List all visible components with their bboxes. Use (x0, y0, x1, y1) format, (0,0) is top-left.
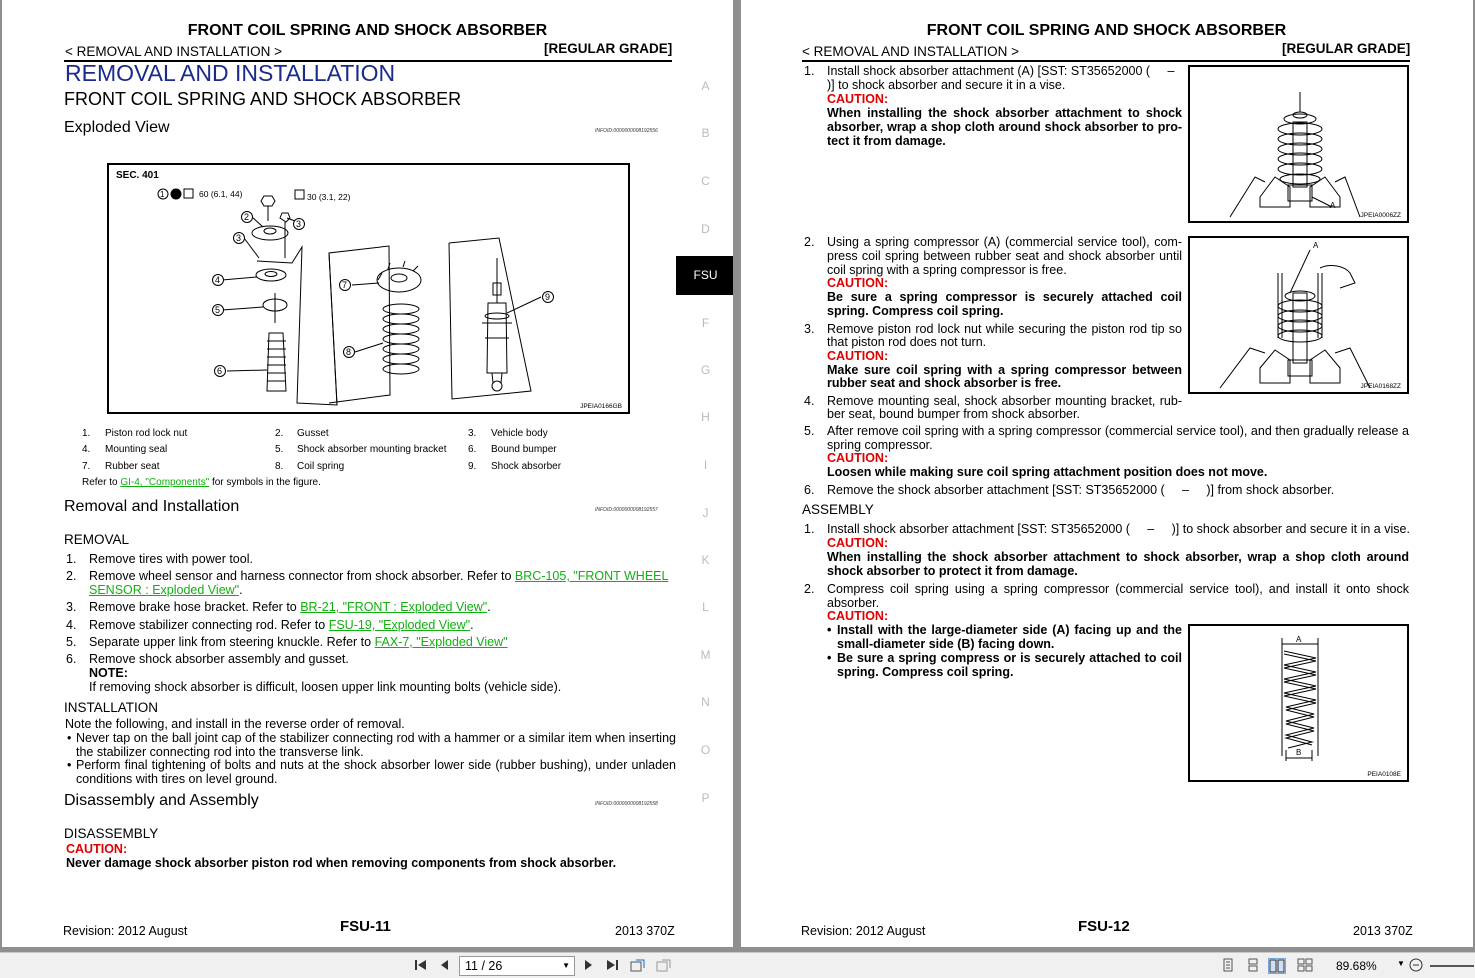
continuous-facing-icon (1297, 958, 1313, 972)
step-text-part: Remove brake hose bracket. Refer to (89, 600, 301, 614)
tab-p[interactable]: P (701, 791, 710, 805)
gi-4-components-link[interactable]: GI-4, "Components" (120, 477, 210, 488)
step-1-caution-3: tect it from damage. (827, 134, 946, 148)
step-4-line-2: ber seat, bound bumper from shock absorber. (827, 407, 1080, 421)
continuous-view-button[interactable] (1244, 958, 1262, 974)
step-text: Remove shock absorber assembly and gusset. (89, 652, 349, 666)
header-grade: [REGULAR GRADE] (544, 41, 673, 56)
install-bullet-2: Perform final tightening of bolts and nuts at the shock absorber lower side (rubber bushing), under unladen (76, 758, 676, 772)
step-text-part: Remove wheel sensor and harness connector from shock absorber. Refer to (89, 569, 515, 583)
zoom-out-icon (1409, 958, 1423, 972)
footer-page-code: FSU-11 (340, 918, 391, 935)
svg-text:3: 3 (296, 219, 302, 229)
step-5-line-2: spring compressor. (827, 438, 933, 452)
legend-num: 2. (275, 428, 284, 439)
label-b: B (1296, 748, 1302, 757)
step-1-caution-1: When installing the shock absorber attachment to shock (827, 106, 1182, 120)
step-text-cont (89, 583, 243, 597)
viewer-toolbar (0, 952, 1475, 978)
legend-item: Shock absorber mounting bracket (297, 444, 447, 455)
step-text (89, 618, 474, 632)
caution-label: CAUTION: (827, 609, 889, 623)
note-label: NOTE: (89, 666, 128, 680)
step-text-part: Remove stabilizer connecting rod. Refer to (89, 618, 329, 632)
zoom-dropdown-icon[interactable]: ▼ (1397, 959, 1405, 968)
legend-num: 1. (82, 428, 91, 439)
step-text (89, 600, 491, 614)
zoom-slider[interactable] (1430, 965, 1474, 967)
step-num: 4. (804, 394, 815, 408)
step-4-line-1: Remove mounting seal, shock absorber mounting bracket, rub- (827, 394, 1182, 408)
footer-model: 2013 370Z (615, 924, 675, 938)
svg-text:7: 7 (342, 280, 348, 290)
facing-page-icon (1269, 959, 1285, 973)
header-section: < REMOVAL AND INSTALLATION > (65, 44, 283, 59)
page-fsu-12 (741, 0, 1473, 947)
svg-text:2: 2 (244, 212, 250, 222)
step-text (89, 569, 674, 583)
continuous-facing-view-button[interactable] (1296, 958, 1314, 974)
page-number-value: 11 / 26 (465, 959, 503, 973)
step-3-line-2: that piston rod does not turn. (827, 335, 987, 349)
disassembly-heading: DISASSEMBLY (64, 826, 159, 841)
legend-item: Mounting seal (105, 444, 168, 455)
step-num: 4. (66, 618, 77, 632)
previous-page-button[interactable] (436, 958, 454, 974)
exploded-view-figure (107, 163, 630, 414)
step-num: 2. (804, 582, 815, 596)
exploded-view-drawing (107, 163, 630, 414)
note-text: If removing shock absorber is difficult, loosen upper link mounting bolts (vehicle side). (89, 680, 562, 694)
previous-page-icon (438, 958, 452, 972)
go-back-view-button[interactable] (629, 958, 647, 974)
assembly-bullet-2: Be sure a spring compress or is securely attached to coil (837, 651, 1182, 665)
assembly-step-1: Install shock absorber attachment [SST: ST35652000 ( – )] to shock absorber and secure it in a vise. (827, 522, 1410, 536)
figure-id: JPEIA0168ZZ (1360, 383, 1401, 390)
legend-item: Rubber seat (105, 461, 160, 472)
header-section: < REMOVAL AND INSTALLATION > (802, 44, 1020, 59)
caution-label: CAUTION: (66, 842, 128, 856)
step-3-caution-2: rubber seat and shock absorber is free. (827, 376, 1062, 390)
footer-page-code: FSU-12 (1078, 918, 1130, 935)
assembly-step-1-caution-1: When installing the shock absorber attachment to shock absorber, wrap a shop cloth around (827, 550, 1409, 564)
info-id: INFOID:0000000008192558 (595, 801, 658, 807)
legend-reference (82, 477, 321, 488)
exploded-view-heading: Exploded View (64, 119, 170, 136)
step-2-caution-2: spring. Compress coil spring. (827, 304, 1004, 318)
tab-fsu[interactable]: FSU (676, 256, 733, 295)
disassembly-caution: Never damage shock absorber piston rod when removing components from shock absorber. (66, 856, 617, 870)
svg-text:3: 3 (236, 233, 242, 243)
install-bullet-1: Never tap on the ball joint cap of the stabilizer connecting rod with a hammer or a similar item when inserting (76, 731, 676, 745)
footer-revision: Revision: 2012 August (63, 924, 188, 938)
removal-installation-heading: Removal and Installation (64, 498, 240, 515)
step-num: 5. (804, 424, 815, 438)
step-num: 1. (804, 64, 815, 78)
step-5-line-1: After remove coil spring with a spring compressor (commercial service tool), and then gradually release a (827, 424, 1409, 438)
refer-text: Refer to (82, 477, 121, 488)
installation-text (65, 717, 676, 786)
main-heading: REMOVAL AND INSTALLATION (65, 60, 396, 86)
header-rule (802, 60, 1410, 62)
step-num: 6. (804, 483, 815, 497)
bullet: • (827, 623, 832, 637)
step-3-caution-1: Make sure coil spring with a spring compressor between (827, 363, 1182, 377)
zoom-out-button[interactable] (1407, 958, 1425, 974)
caution-label: CAUTION: (827, 536, 889, 550)
svg-text:A: A (1313, 241, 1319, 250)
zoom-level[interactable]: 89.68% (1336, 959, 1377, 973)
step-num: 3. (66, 600, 77, 614)
install-bullet-1-cont: the stabilizer connecting rod into the transverse link. (76, 745, 364, 759)
page-fsu-11 (2, 0, 733, 947)
label-a: A (1296, 635, 1302, 644)
step-1-line-2: )] to shock absorber and secure it in a vise. (827, 78, 1066, 92)
tab-g[interactable]: G (700, 363, 711, 377)
br-21-link[interactable]: BR-21, "FRONT : Exploded View" (300, 600, 488, 614)
facing-view-button[interactable] (1268, 958, 1286, 974)
step-1-line-1: Install shock absorber attachment (A) [SST: ST35652000 ( – (827, 64, 1175, 78)
figure-spring-compressor (1188, 236, 1409, 394)
header-grade: [REGULAR GRADE] (1282, 41, 1411, 56)
last-page-icon (605, 958, 619, 972)
single-page-view-button[interactable] (1219, 958, 1237, 974)
svg-text:1: 1 (160, 190, 165, 199)
assembly-bullet-1: Install with the large-diameter side (A) facing up and the (837, 623, 1182, 637)
step-num: 6. (66, 652, 77, 666)
step-2-line-2: press coil spring between rubber seat and shock absorber until (827, 249, 1182, 263)
assembly-bullet-1-cont: small-diameter side (B) facing down. (837, 637, 1055, 651)
legend-item: Shock absorber (491, 461, 562, 472)
figure-id: PEIA0108E (1367, 771, 1401, 778)
go-back-view-icon (630, 958, 646, 972)
step-num: 1. (804, 522, 815, 536)
svg-text:5: 5 (215, 305, 221, 315)
svg-text:8: 8 (346, 347, 352, 357)
step-text (89, 635, 508, 649)
vise-drawing (1190, 67, 1407, 221)
sub-heading: FRONT COIL SPRING AND SHOCK ABSORBER (64, 89, 462, 109)
tab-c[interactable]: C (701, 174, 710, 188)
tab-i[interactable]: I (703, 458, 708, 472)
continuous-page-icon (1246, 958, 1260, 972)
tab-f[interactable]: F (701, 316, 710, 330)
step-2-caution-1: Be sure a spring compressor is securely attached coil (827, 290, 1182, 304)
step-text-part: . (470, 618, 474, 632)
tab-j[interactable]: J (702, 506, 709, 520)
first-page-button[interactable] (412, 958, 430, 974)
assembly-step-1-caution-2: shock absorber to protect it from damage. (827, 564, 1078, 578)
legend-item: Coil spring (297, 461, 345, 472)
svg-text:A: A (1330, 201, 1336, 210)
go-forward-view-icon (656, 958, 672, 972)
first-page-icon (414, 958, 428, 972)
torque-spec-1: 60 (6.1, 44) (199, 189, 243, 199)
legend-item: Gusset (297, 428, 329, 439)
tab-m[interactable]: M (700, 648, 711, 662)
tab-b[interactable]: B (701, 126, 710, 140)
svg-text:4: 4 (215, 275, 221, 285)
footer-revision: Revision: 2012 August (801, 924, 926, 938)
step-num: 2. (66, 569, 77, 583)
next-page-icon (581, 958, 595, 972)
disassembly-assembly-heading: Disassembly and Assembly (64, 792, 259, 809)
brc-105-link[interactable]: BRC-105, "FRONT WHEEL (514, 569, 669, 583)
legend-num: 5. (275, 444, 284, 455)
tab-h[interactable]: H (701, 410, 710, 424)
step-num: 1. (66, 552, 77, 566)
step-6-text: Remove the shock absorber attachment [SST: ST35652000 ( – )] from shock absorber. (827, 483, 1335, 497)
figure-id: JPEIA0166GB (580, 403, 622, 410)
caution-label: CAUTION: (827, 349, 889, 363)
caution-label: CAUTION: (827, 92, 889, 106)
caution-label: CAUTION: (827, 276, 889, 290)
bullet: • (67, 731, 72, 745)
caution-label: CAUTION: (827, 451, 889, 465)
step-num: 3. (804, 322, 815, 336)
refer-text: for symbols in the figure. (209, 477, 321, 488)
tab-n[interactable]: N (701, 695, 710, 709)
step-text-part: . (239, 583, 243, 597)
assembly-step-2-line-2: absorber. (827, 596, 880, 610)
next-page-button[interactable] (579, 958, 597, 974)
footer-model: 2013 370Z (1353, 924, 1413, 938)
figure-section-label: SEC. 401 (116, 170, 159, 181)
legend-num: 4. (82, 444, 91, 455)
step-text-part: . (487, 600, 491, 614)
step-num: 5. (66, 635, 77, 649)
info-id: INFOID:0000000008192556 (595, 128, 658, 134)
compressor-drawing (1190, 238, 1407, 392)
bullet: • (67, 758, 72, 772)
step-5-caution: Loosen while making sure coil spring attachment position does not move. (827, 465, 1268, 479)
legend-num: 7. (82, 461, 91, 472)
svg-text:9: 9 (545, 292, 551, 302)
step-text-part: Separate upper link from steering knuckle. Refer to (89, 635, 375, 649)
assembly-heading: ASSEMBLY (802, 502, 874, 517)
figure-spring-orientation (1188, 624, 1409, 782)
legend-num: 8. (275, 461, 284, 472)
legend-num: 9. (468, 461, 477, 472)
fsu-19-link[interactable]: FSU-19, "Exploded View" (328, 618, 471, 632)
tab-k[interactable]: K (701, 553, 710, 567)
legend-item: Bound bumper (491, 444, 557, 455)
last-page-button[interactable] (603, 958, 621, 974)
step-1-caution-2: absorber, wrap a shop cloth around shock absorber to pro- (827, 120, 1182, 134)
header-title: FRONT COIL SPRING AND SHOCK ABSORBER (926, 22, 1287, 39)
fax-7-link[interactable]: FAX-7, "Exploded View" (374, 635, 508, 649)
page-number-field[interactable] (459, 956, 575, 976)
legend-num: 6. (468, 444, 477, 455)
legend-item: Piston rod lock nut (105, 428, 188, 439)
tab-d[interactable]: D (701, 222, 710, 236)
legend-num: 3. (468, 428, 477, 439)
installation-heading: INSTALLATION (64, 700, 159, 715)
page-dropdown-icon[interactable]: ▼ (562, 961, 570, 970)
step-num: 2. (804, 235, 815, 249)
tab-l[interactable]: L (702, 600, 709, 614)
step-3-line-1: Remove piston rod lock nut while securing the piston rod tip so (827, 322, 1182, 336)
assembly-bullet-2-cont: spring. Compress coil spring. (837, 665, 1014, 679)
figure-attachment-vise (1188, 65, 1409, 223)
bullet: • (827, 651, 832, 665)
step-text: Remove tires with power tool. (89, 552, 253, 566)
brc-105-link-cont[interactable]: SENSOR : Exploded View" (89, 583, 240, 597)
header-title: FRONT COIL SPRING AND SHOCK ABSORBER (187, 22, 548, 39)
single-page-icon (1221, 958, 1235, 972)
removal-heading: REMOVAL (64, 532, 130, 547)
tab-a[interactable]: A (701, 79, 710, 93)
svg-text:6: 6 (217, 366, 223, 376)
install-bullet-2-cont: conditions with tires on level ground. (76, 772, 278, 786)
figure-id: JPEIA0006ZZ (1360, 212, 1401, 219)
legend-item: Vehicle body (491, 428, 548, 439)
step-2-line-3: coil spring with a spring compressor is free. (827, 263, 1067, 277)
go-forward-view-button[interactable] (655, 958, 673, 974)
assembly-step-2-line-1: Compress coil spring using a spring compressor (commercial service tool), and install it onto shock (827, 582, 1409, 596)
installation-intro: Note the following, and install in the reverse order of removal. (65, 717, 405, 731)
tab-o[interactable]: O (700, 743, 711, 757)
info-id: INFOID:0000000008192557 (595, 507, 658, 513)
torque-spec-2: 30 (3.1, 22) (307, 192, 351, 202)
step-2-line-1: Using a spring compressor (A) (commercial service tool), com- (827, 235, 1182, 249)
